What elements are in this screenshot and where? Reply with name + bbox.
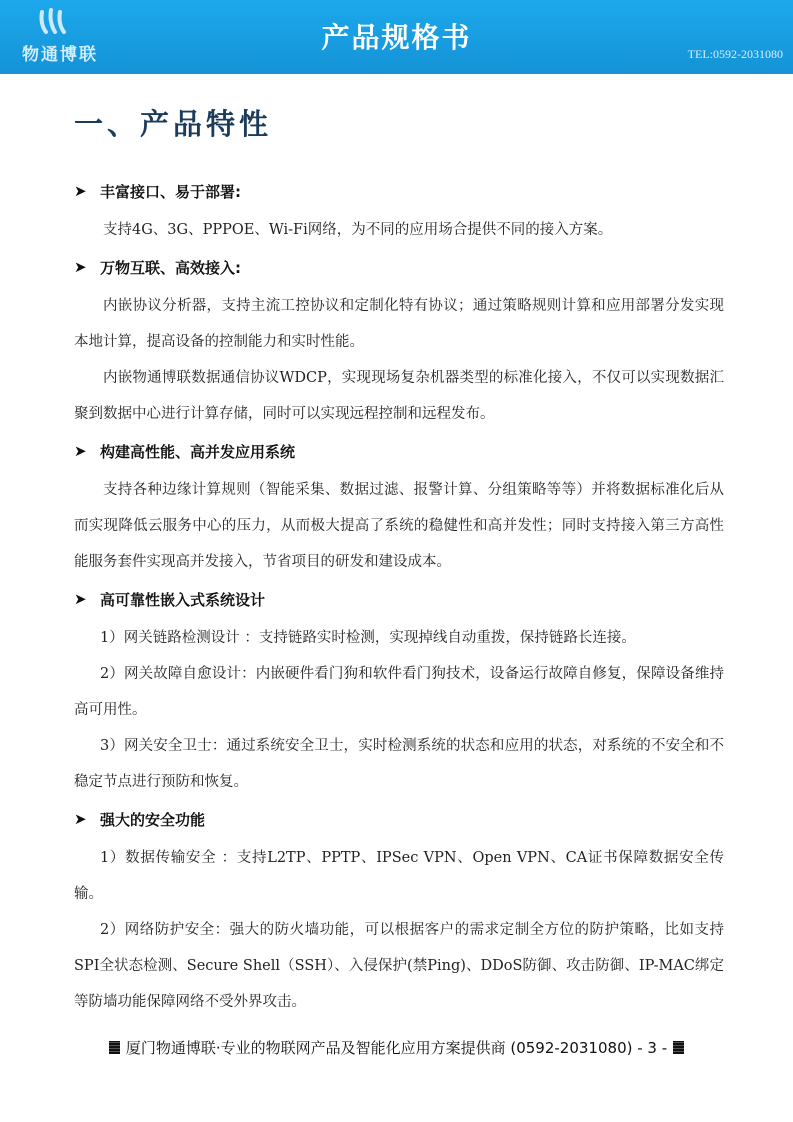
feature-reliability	[74, 586, 724, 800]
feature-title: 构建高性能、高并发应用系统	[100, 442, 296, 461]
feature-paragraph: 支持各种边缘计算规则（智能采集、数据过滤、报警计算、分组策略等等）并将数据标准化后从而实现降低云服务中心的压力，从而极大提高了系统的稳健性和高并发性；同时支持接入第三方高性能服务套件实现高并发接入，节省项目的研发和建设成本。	[74, 482, 724, 570]
feature-paragraph: 内嵌物通博联数据通信协议WDCP，实现现场复杂机器类型的标准化接入，不仅可以实现数据汇聚到数据中心进行计算存储，同时可以实现远程控制和远程发布。	[74, 370, 724, 422]
feature-performance	[74, 438, 724, 580]
feature-paragraph: 1）网关链路检测设计 ：支持链路实时检测，实现掉线自动重拨，保持链路长连接。	[100, 630, 636, 646]
feature-paragraph: 支持4G、3G、PPPOE、Wi-Fi网络，为不同的应用场合提供不同的接入方案。	[103, 222, 613, 238]
footer-block-icon	[109, 1041, 120, 1054]
feature-interfaces	[74, 178, 724, 248]
feature-security	[74, 806, 724, 1020]
company-logo-text: 物通博联	[22, 45, 98, 65]
page-header	[0, 0, 793, 74]
feature-title: 强大的安全功能	[100, 810, 206, 829]
feature-title: 高可靠性嵌入式系统设计	[100, 590, 266, 609]
page-number: - 3 -	[637, 1039, 668, 1057]
footer-block-icon	[673, 1041, 684, 1054]
section-title: 一、产品特性	[74, 107, 273, 141]
arrow-bullet-icon: ➤	[74, 442, 87, 460]
arrow-bullet-icon: ➤	[74, 590, 87, 608]
feature-title: 万物互联、高效接入:	[100, 258, 241, 277]
feature-paragraph: 2）网络防护安全：强大的防火墙功能，可以根据客户的需求定制全方位的防护策略，比如支持SPI全状态检测、Secure Shell（SSH）、入侵保护(禁Ping)、DDoS防御、攻击防御、IP-MAC绑定等防墙功能保障网络不受外界攻击。	[74, 922, 724, 1010]
features-content	[74, 178, 724, 1020]
arrow-bullet-icon: ➤	[74, 258, 87, 276]
feature-interconnect	[74, 254, 724, 432]
footer-text: 厦门物通博联·专业的物联网产品及智能化应用方案提供商 (0592-2031080)	[125, 1039, 633, 1057]
document-title: 产品规格书	[321, 21, 472, 54]
arrow-bullet-icon: ➤	[74, 810, 87, 828]
header-phone: TEL:0592-2031080	[687, 47, 783, 61]
feature-paragraph: 内嵌协议分析器，支持主流工控协议和定制化特有协议；通过策略规则计算和应用部署分发实现本地计算，提高设备的控制能力和实时性能。	[74, 298, 724, 350]
page-footer	[0, 1037, 793, 1058]
feature-paragraph: 1）数据传输安全 ：支持L2TP、PPTP、IPSec VPN、Open VPN、CA证书保障数据安全传输。	[74, 850, 724, 902]
feature-paragraph: 3）网关安全卫士：通过系统安全卫士，实时检测系统的状态和应用的状态，对系统的不安全和不稳定节点进行预防和恢复。	[74, 738, 724, 790]
feature-title: 丰富接口、易于部署:	[100, 182, 241, 201]
arrow-bullet-icon: ➤	[74, 182, 87, 200]
feature-paragraph: 2）网关故障自愈设计：内嵌硬件看门狗和软件看门狗技术，设备运行故障自修复，保障设备维持高可用性。	[74, 666, 724, 718]
